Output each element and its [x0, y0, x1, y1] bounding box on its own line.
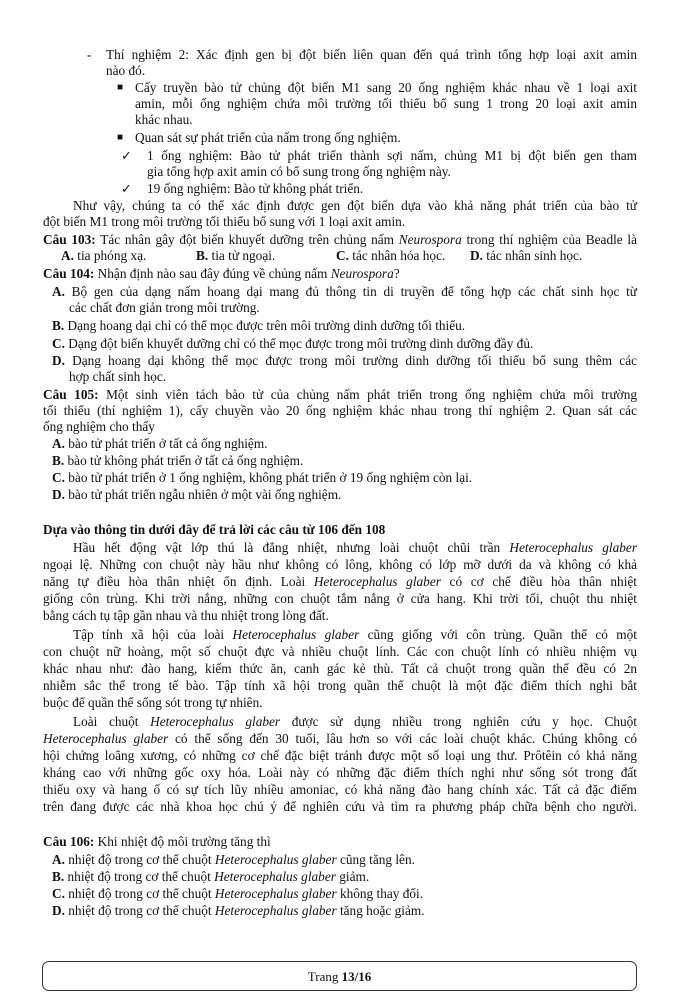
q103-option-a: A. tia phóng xạ.	[61, 248, 147, 263]
q105-option-b: B. bào tử không phát triển ở tất cả ống nghiệm.	[52, 453, 304, 468]
q106-option-b: B. nhiệt độ trong cơ thể chuột Heterocephalus glaber giảm.	[52, 869, 370, 884]
p2-line2: con chuột nữ hoàng, một số chuột đực và nhiều chuột lính. Các con chuột lính có nhiều nhiệm vụ	[43, 644, 637, 659]
exp2-bullet1-line2: amin, mỗi ống nghiệm chứa môi trường tối thiểu bổ sung 1 trong 20 loại axit amin	[135, 96, 637, 111]
p2-line4: nhiễm sắc thể trong tế bào. Tập tính xã hội trong quần thể chuột là một đặc điểm thích nghi bắt	[43, 678, 637, 693]
q104-option-c: C. Dạng đột biến khuyết dưỡng chỉ có thể mọc được trong môi trường dinh dưỡng đầy đủ.	[52, 336, 534, 351]
q106-option-d: D. nhiệt độ trong cơ thể chuột Heterocephalus glaber tăng hoặc giảm.	[52, 903, 425, 918]
p3-line3: hội chứng loãng xương, có những cơ chế đặc biệt tránh được một số loại ung thư. Prôtêin có khả năng	[43, 748, 637, 763]
page-number: Trang 13/16	[307, 969, 372, 984]
exp2-line1: Thí nghiệm 2: Xác định gen bị đột biến liên quan đến quá trình tổng hợp loại axit amin	[106, 47, 637, 62]
q105-option-a: A. bào tử phát triển ở tất cả ống nghiệm.	[52, 436, 268, 451]
q104-option-d-line1: D. Dạng hoang dại không thể mọc được trong môi trường dinh dưỡng tối thiểu bổ sung thêm các	[52, 353, 637, 368]
q104-option-a-line1: A. Bộ gen của dạng nấm hoang dại mang đủ thông tin di truyền để tổng hợp các chất sinh học từ	[52, 284, 637, 299]
q105-option-d: D. bào tử phát triển ngẫu nhiên ở một vài ống nghiệm.	[52, 487, 342, 502]
q106-option-c: C. nhiệt độ trong cơ thể chuột Heterocephalus glaber không thay đổi.	[52, 886, 424, 901]
q106-option-a: A. nhiệt độ trong cơ thể chuột Heterocephalus glaber cũng tăng lên.	[52, 852, 415, 867]
q105-option-c: C. bào tử phát triển ở 1 ống nghiệm, không phát triển ở 19 ống nghiệm còn lại.	[52, 470, 473, 485]
summary-line2: đột biến M1 trong môi trường tối thiểu bổ sung với 1 loại axit amin.	[43, 214, 406, 229]
check-icon: ✓	[121, 181, 132, 196]
p1-line5: bằng cách tụ tập gần nhau và thu nhiệt trong lòng đất.	[43, 608, 329, 623]
exp2-check1-line2: gia tổng hợp axit amin có bổ sung trong ống nghiệm này.	[147, 164, 451, 179]
p1-line1: Hầu hết động vật lớp thú là đẳng nhiệt, nhưng loài chuột chũi trần Heterocephalus glaber	[73, 540, 637, 555]
p1-line2: ngoại lệ. Những con chuột này hầu như không có lông, không có lớp mỡ dưới da và không có khả	[43, 557, 637, 572]
p3-line4: kháng cao với những gốc oxy hóa. Loài này có những đặc điểm thích nghi như sống sót trong đất	[43, 765, 637, 780]
q103-option-b: B. tia tử ngoại.	[196, 248, 276, 263]
question-104: Câu 104: Nhận định nào sau đây đúng về chủng nấm Neurospora?	[43, 266, 400, 281]
p3-line2: Heterocephalus glaber có thể sống đến 30 tuổi, lâu hơn so với các loài chuột khác. Chúng không có	[43, 731, 637, 746]
question-103: Câu 103: Tác nhân gây đột biến khuyết dưỡng trên chủng nấm Neurospora trong thí nghiệm của Beadle là	[43, 232, 638, 247]
q104-option-b: B. Dạng hoang dại chỉ có thể mọc được trên môi trường dinh dưỡng tối thiểu.	[52, 318, 466, 333]
p3-line5: thiếu oxy và hang ổ có sự tích lũy nhiều amoniac, có khả năng đào hang chính xác. Tất cả đặc điểm	[43, 782, 637, 797]
question-105-line1: Câu 105: Một sinh viên tách bào tử của chủng nấm phát triển trong ống nghiệm chứa môi trường	[43, 387, 637, 402]
q103-option-d: D. tác nhân sinh học.	[470, 248, 583, 263]
question-105-line3: ống nghiệm cho thấy	[43, 419, 155, 434]
question-105-line2: tối thiểu (thí nghiệm 1), cấy chuyền vào 20 ống nghiệm khác nhau trong thí nghiệm 2. Quan sát các	[43, 403, 637, 418]
dash-marker: -	[87, 47, 92, 62]
p1-line4: giống côn trùng. Khi trời nắng, những con chuột tắm nắng ở cửa hang. Khi trời tối, chuột thu nhiệt	[43, 591, 637, 606]
exp2-bullet2: Quan sát sự phát triển của nấm trong ống nghiệm.	[135, 130, 401, 145]
question-106: Câu 106: Khi nhiệt độ môi trường tăng thì	[43, 834, 271, 849]
p3-line6: trên đang được các nhà khoa học chú ý để nghiên cứu và tìm ra phương pháp chữa bệnh cho người.	[43, 799, 637, 814]
exp2-bullet1-line3: khác nhau.	[135, 112, 193, 127]
square-bullet-icon: ■	[117, 132, 124, 143]
square-bullet-icon: ■	[117, 82, 124, 93]
exp2-check1-line1: 1 ống nghiệm: Bào tử phát triển thành sợi nấm, chủng M1 bị đột biến gen tham	[147, 148, 637, 163]
p3-line1: Loài chuột Heterocephalus glaber được sử dụng nhiều trong nghiên cứu y học. Chuột	[73, 714, 637, 729]
exp2-check2: 19 ống nghiệm: Bào tử không phát triển.	[147, 181, 364, 196]
page-footer	[42, 961, 637, 991]
q104-option-d-line2: hợp chất sinh học.	[69, 369, 167, 384]
summary-line1: Như vậy, chúng ta có thể xác định được gen đột biến dựa vào khả năng phát triển của bào tử	[73, 198, 637, 213]
p2-line3: khác nhau như: đào hang, kiếm thức ăn, canh gác kẻ thù. Tất cả chuột trong quần thể đều có 2n	[43, 661, 637, 676]
p2-line1: Tập tính xã hội của loài Heterocephalus glaber cũng giống với côn trùng. Quần thể có một	[73, 627, 637, 642]
q103-option-c: C. tác nhân hóa học.	[336, 248, 446, 263]
check-icon: ✓	[121, 148, 132, 163]
exp2-line2: nào đó.	[106, 63, 146, 78]
passage-heading: Dựa vào thông tin dưới đây để trả lời các câu từ 106 đến 108	[43, 522, 386, 537]
p1-line3: năng tự điều hòa thân nhiệt ổn định. Loài Heterocephalus glaber có cơ chế điều hòa thân nhiệt	[43, 574, 637, 589]
p2-line5: buộc để quần thể sống sót trong tự nhiên.	[43, 695, 263, 710]
q104-option-a-line2: các chất đơn giản trong môi trường.	[69, 300, 260, 315]
exp2-bullet1-line1: Cấy truyền bào tử chủng đột biến M1 sang 20 ống nghiệm khác nhau về 1 loại axit	[135, 80, 637, 95]
